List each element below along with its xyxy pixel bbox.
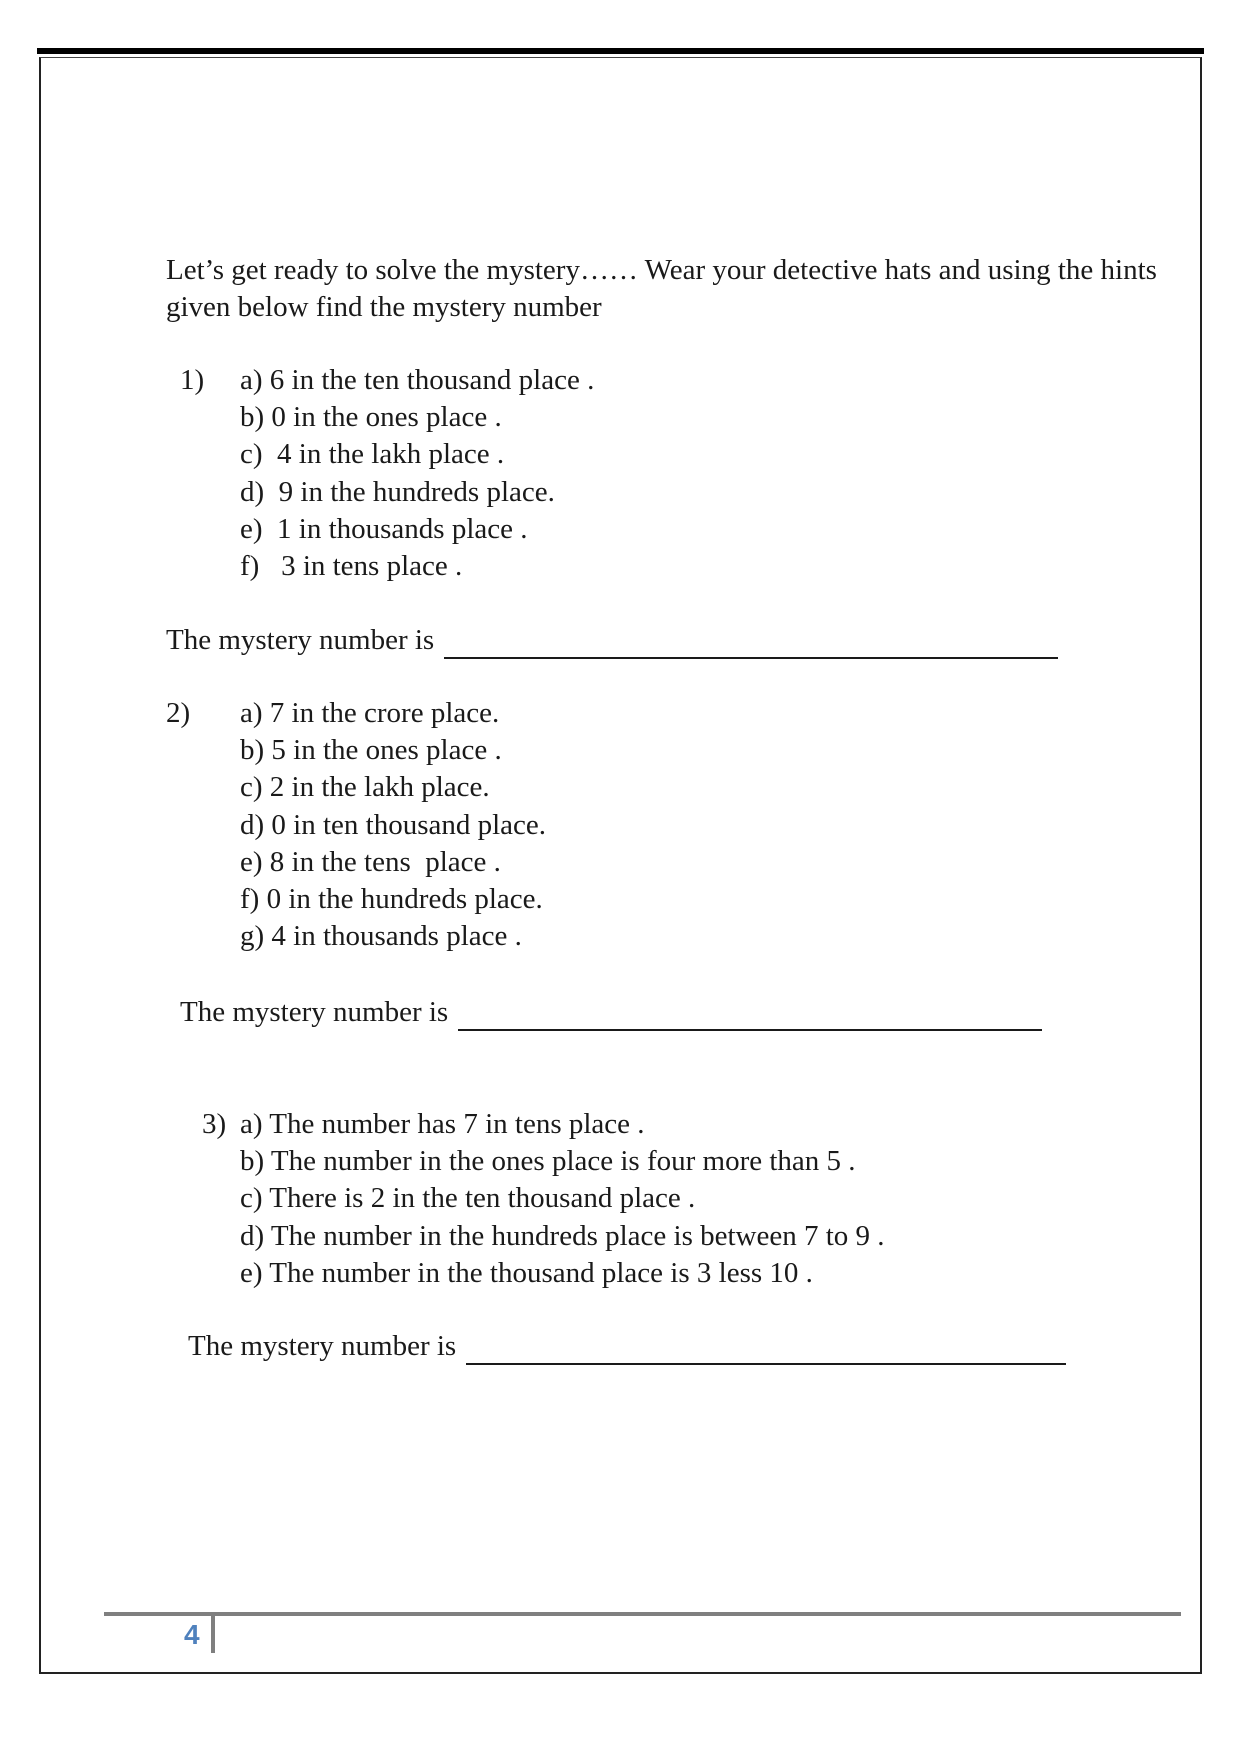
- page-number: 4: [184, 1619, 200, 1650]
- problem-2-hint-b: b) 5 in the ones place .: [240, 734, 502, 767]
- problem-2-answer-blank[interactable]: [458, 1005, 1042, 1031]
- footer-rule: [104, 1612, 1181, 1616]
- problem-1-hint-d: d) 9 in the hundreds place.: [240, 475, 555, 508]
- intro-line-2: given below find the mystery number: [166, 291, 602, 323]
- problem-3-answer-row: [188, 1328, 1066, 1365]
- problem-2-hint-e: e) 8 in the tens place .: [240, 845, 501, 878]
- intro-paragraph: [166, 252, 1176, 326]
- problem-2-hints: [240, 695, 546, 955]
- page-number-divider: [211, 1616, 215, 1653]
- problem-1-answer-blank[interactable]: [444, 633, 1058, 659]
- problem-3-hint-d: d) The number in the hundreds place is between 7 to 9 .: [240, 1219, 885, 1252]
- problem-2-hint-c: c) 2 in the lakh place.: [240, 771, 490, 804]
- problem-1-hint-b: b) 0 in the ones place .: [240, 401, 502, 434]
- problem-1-number: 1): [180, 364, 205, 396]
- problem-3-hints: [240, 1106, 885, 1292]
- problem-3-answer-blank[interactable]: [466, 1339, 1066, 1365]
- problem-2-answer-row: [180, 994, 1042, 1031]
- problem-3-number: 3): [202, 1108, 227, 1140]
- problem-3-hint-b: b) The number in the ones place is four more than 5 .: [240, 1145, 856, 1178]
- problem-3-hint-c: c) There is 2 in the ten thousand place .: [240, 1182, 696, 1215]
- problem-2-hint-d: d) 0 in ten thousand place.: [240, 808, 547, 841]
- problem-1-hints: [240, 362, 594, 585]
- problem-1-hint-f: f) 3 in tens place .: [240, 550, 463, 583]
- problem-3-answer-label: The mystery number is: [188, 1330, 457, 1362]
- problem-1-answer-row: [166, 622, 1058, 659]
- problem-2-hint-a: a) 7 in the crore place.: [240, 697, 500, 729]
- intro-line-1: Let’s get ready to solve the mystery…… Wear your detective hats and using the hints: [166, 254, 1157, 286]
- problem-1-hint-a: a) 6 in the ten thousand place .: [240, 364, 595, 396]
- problem-2-hint-g: g) 4 in thousands place .: [240, 920, 522, 953]
- problem-3-hint-e: e) The number in the thousand place is 3 less 10 .: [240, 1256, 813, 1289]
- problem-2-number: 2): [166, 697, 191, 729]
- problem-2-hint-f: f) 0 in the hundreds place.: [240, 883, 543, 916]
- problem-1-hint-e: e) 1 in thousands place .: [240, 512, 528, 545]
- top-rule: [37, 48, 1204, 54]
- problem-1-hint-c: c) 4 in the lakh place .: [240, 438, 505, 471]
- problem-3-hint-a: a) The number has 7 in tens place .: [240, 1108, 645, 1140]
- problem-1-answer-label: The mystery number is: [166, 624, 435, 656]
- problem-2-answer-label: The mystery number is: [180, 996, 449, 1028]
